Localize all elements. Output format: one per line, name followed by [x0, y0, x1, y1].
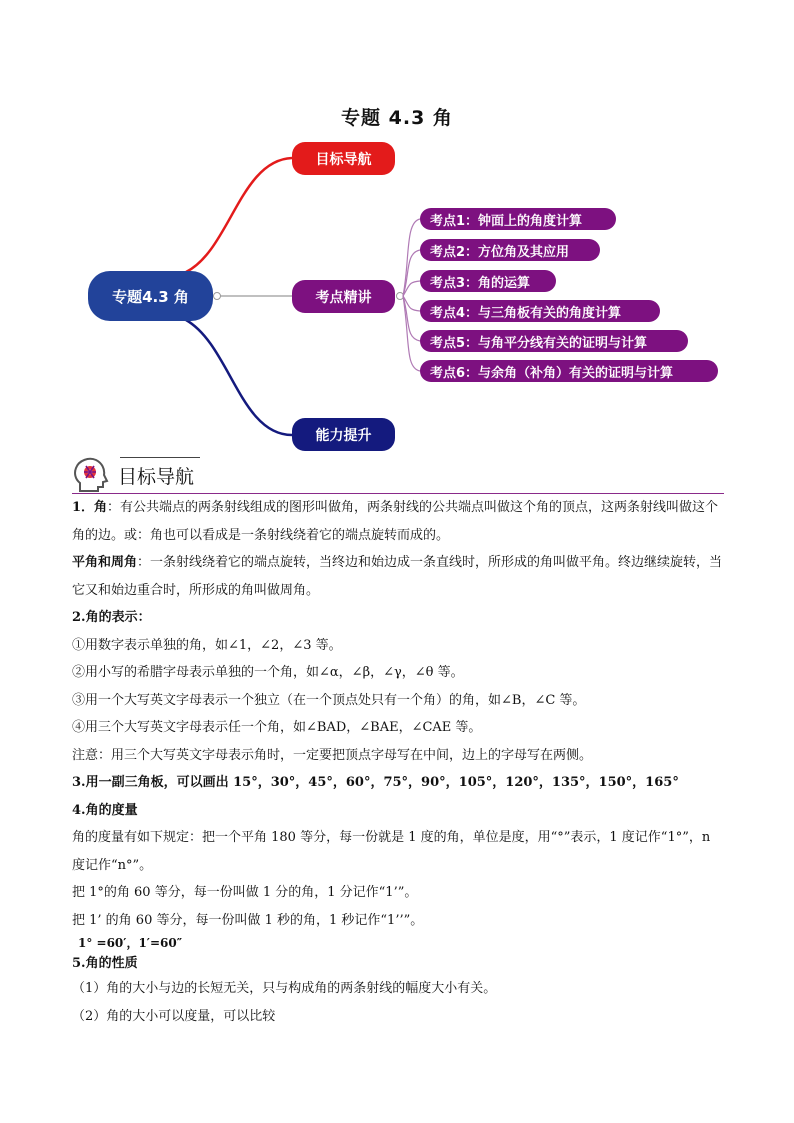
point-5: 考点5：与角平分线有关的证明与计算 — [420, 330, 688, 352]
point-6: 考点6：与余角（补角）有关的证明与计算 — [420, 360, 718, 382]
section-header — [72, 457, 194, 493]
point-2: 考点2：方位角及其应用 — [420, 239, 600, 261]
connector-root-b1 — [186, 158, 292, 272]
mindmap-connectors — [0, 0, 794, 480]
branch-goal-navigation: 目标导航 — [292, 142, 395, 175]
section-title: 目标导航 — [118, 465, 195, 488]
branch-joint — [397, 293, 404, 300]
point-4: 考点4：与三角板有关的角度计算 — [420, 300, 660, 322]
heading-angle-notation: 2.角的表示： — [72, 610, 151, 625]
head-gear-icon — [72, 457, 110, 493]
branch-key-points: 考点精讲 — [292, 280, 395, 313]
point-connectors — [403, 219, 420, 371]
notation-rule-3: ③用一个大写英文字母表示一个独立（在一个顶点处只有一个角）的角，如∠B，∠C 等。 — [72, 692, 586, 708]
notation-rule-4: ④用三个大写英文字母表示任一个角，如∠BAD，∠BAE，∠CAE 等。 — [72, 720, 482, 735]
measure-rule-3: 把 1’ 的角 60 等分，每一份叫做 1 秒的角，1 秒记作“1’’”。 — [72, 912, 424, 928]
text-angle-definition: ：有公共端点的两条射线组成的图形叫做角，两条射线的公共端点叫做这个角的顶点，这两条射线叫做这个角的边。或：角也可以看成是一条射线绕着它的端点旋转而成的。 — [72, 500, 719, 543]
property-2: （2）角的大小可以度量，可以比较 — [72, 1008, 276, 1024]
property-1: （1）角的大小与边的长短无关，只与构成角的两条射线的幅度大小有关。 — [72, 981, 497, 996]
section-header-overline — [120, 457, 200, 458]
measure-conversion: 1° =60′，1′=60″ — [78, 936, 183, 950]
text-straight-round: ：一条射线绕着它的端点旋转，当终边和始边成一条直线时，所形成的角叫做平角。终边继续旋转，当它又和始边重合时，所形成的角叫做周角。 — [72, 555, 723, 598]
mindmap-root: 专题4.3 角 — [88, 271, 213, 321]
paragraph-angle-definition — [72, 494, 724, 549]
heading-angle-properties: 5.角的性质 — [72, 956, 138, 971]
measure-rule-1: 角的度量有如下规定：把一个平角 180 等分，每一份就是 1 度的角，单位是度，用“°”表示，1 度记作“1°”，n 度记作“n°”。 — [72, 830, 711, 873]
connector-root-b3 — [186, 320, 292, 435]
content-body — [72, 494, 724, 1030]
branch-ability: 能力提升 — [292, 418, 395, 451]
heading-set-square: 3.用一副三角板，可以画出 15°，30°，45°，60°，75°，90°，105°，120°，135°，150°，165° — [72, 775, 679, 790]
measure-rule-2: 把 1°的角 60 等分，每一份叫做 1 分的角，1 分记作“1’”。 — [72, 885, 418, 900]
paragraph-straight-round-angle — [72, 549, 724, 604]
heading-angle-measure: 4.角的度量 — [72, 802, 138, 818]
notation-note: 注意：用三个大写英文字母表示角时，一定要把顶点字母写在中间，边上的字母写在两侧。 — [72, 747, 593, 763]
point-3: 考点3：角的运算 — [420, 270, 556, 292]
term-angle: 1．角 — [72, 500, 108, 515]
root-joint — [214, 293, 221, 300]
notation-rule-1: ①用数字表示单独的角，如∠1，∠2，∠3 等。 — [72, 637, 342, 653]
point-1: 考点1：钟面上的角度计算 — [420, 208, 616, 230]
notation-rule-2: ②用小写的希腊字母表示单独的一个角，如∠α，∠β，∠γ，∠θ 等。 — [72, 665, 464, 680]
page-title: 专题 4.3 角 — [341, 107, 453, 129]
term-straight-round: 平角和周角 — [72, 555, 138, 570]
